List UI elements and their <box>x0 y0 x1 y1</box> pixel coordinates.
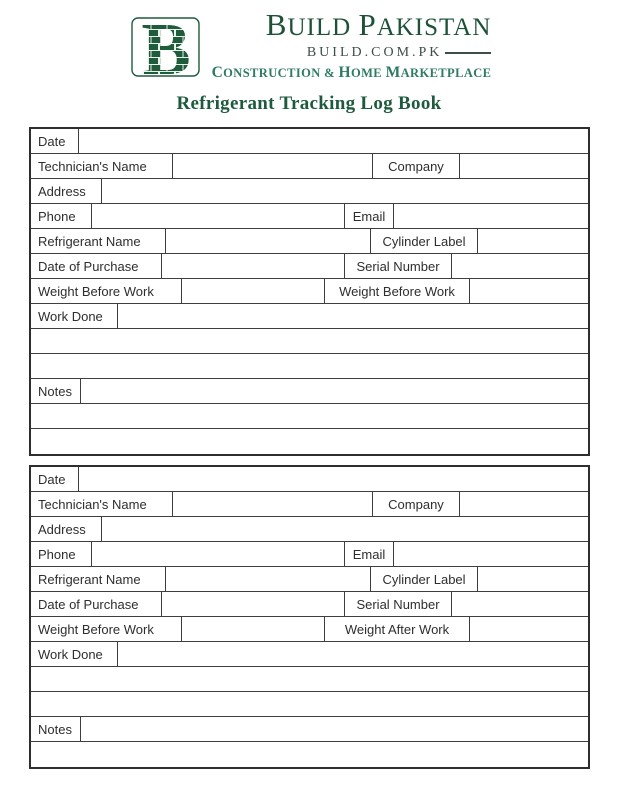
technician-s-name-input[interactable] <box>173 154 372 178</box>
date-of-purchase-input[interactable] <box>162 592 344 616</box>
table-row <box>31 542 588 567</box>
work-done-label: Work Done <box>31 304 118 328</box>
table-row <box>31 304 588 329</box>
table-row <box>31 179 588 204</box>
table-row <box>31 517 588 542</box>
blank-row-input[interactable] <box>31 667 588 691</box>
email-input[interactable] <box>394 542 588 566</box>
address-label: Address <box>31 179 102 203</box>
log-entry-1 <box>29 127 590 456</box>
date-of-purchase-input[interactable] <box>162 254 344 278</box>
refrigerant-name-input[interactable] <box>166 229 370 253</box>
table-row <box>31 279 588 304</box>
work-done-label: Work Done <box>31 642 118 666</box>
email-input[interactable] <box>394 204 588 228</box>
table-row <box>31 667 588 692</box>
brand-domain-line <box>307 45 492 61</box>
technician-s-name-label: Technician's Name <box>31 154 173 178</box>
company-input[interactable] <box>460 492 588 516</box>
date-of-purchase-label: Date of Purchase <box>31 592 162 616</box>
weight-before-work-input[interactable] <box>182 279 324 303</box>
weight-before-work-label: Weight Before Work <box>31 617 182 641</box>
build-pakistan-logo <box>0 8 618 86</box>
weight-after-work-label: Weight After Work <box>324 617 470 641</box>
table-row <box>31 592 588 617</box>
notes-label: Notes <box>31 379 81 403</box>
notes-input[interactable] <box>81 717 588 741</box>
logo-letter: B <box>140 9 191 86</box>
brand-header <box>0 0 618 115</box>
blank-row-input[interactable] <box>31 354 588 378</box>
table-row <box>31 717 588 742</box>
table-row <box>31 617 588 642</box>
serial-number-input[interactable] <box>452 592 588 616</box>
notes-label: Notes <box>31 717 81 741</box>
blank-row-input[interactable] <box>31 429 588 454</box>
blank-row-input[interactable] <box>31 742 588 767</box>
table-row <box>31 642 588 667</box>
blank-row-input[interactable] <box>31 404 588 428</box>
cylinder-label-label: Cylinder Label <box>370 567 478 591</box>
table-row <box>31 467 588 492</box>
phone-input[interactable] <box>92 204 344 228</box>
table-row <box>31 567 588 592</box>
table-row <box>31 692 588 717</box>
date-input[interactable] <box>79 467 588 491</box>
domain-dash-rule <box>445 52 491 54</box>
cylinder-label-input[interactable] <box>478 229 588 253</box>
cylinder-label-input[interactable] <box>478 567 588 591</box>
serial-number-label: Serial Number <box>344 592 452 616</box>
notes-input[interactable] <box>81 379 588 403</box>
brick-b-logo-icon <box>127 8 205 86</box>
serial-number-label: Serial Number <box>344 254 452 278</box>
weight-before-work-label: Weight Before Work <box>31 279 182 303</box>
brand-tagline: CONSTRUCTION & HOME MARKETPLACE <box>211 64 492 81</box>
address-label: Address <box>31 517 102 541</box>
email-label: Email <box>344 542 394 566</box>
refrigerant-name-label: Refrigerant Name <box>31 567 166 591</box>
date-label: Date <box>31 129 79 153</box>
date-of-purchase-label: Date of Purchase <box>31 254 162 278</box>
table-row <box>31 329 588 354</box>
weight-before-work-input[interactable] <box>470 279 588 303</box>
table-row <box>31 742 588 767</box>
company-label: Company <box>372 492 460 516</box>
table-row <box>31 204 588 229</box>
table-row <box>31 229 588 254</box>
cylinder-label-label: Cylinder Label <box>370 229 478 253</box>
table-row <box>31 379 588 404</box>
blank-row-input[interactable] <box>31 329 588 353</box>
company-label: Company <box>372 154 460 178</box>
technician-s-name-input[interactable] <box>173 492 372 516</box>
refrigerant-name-input[interactable] <box>166 567 370 591</box>
brand-name: BUILD PAKISTAN <box>265 7 492 42</box>
table-row <box>31 492 588 517</box>
table-row <box>31 354 588 379</box>
refrigerant-name-label: Refrigerant Name <box>31 229 166 253</box>
phone-label: Phone <box>31 542 92 566</box>
phone-label: Phone <box>31 204 92 228</box>
work-done-input[interactable] <box>118 642 588 666</box>
logo-text-block <box>212 8 492 82</box>
serial-number-input[interactable] <box>452 254 588 278</box>
page-title: Refrigerant Tracking Log Book <box>176 93 442 114</box>
work-done-input[interactable] <box>118 304 588 328</box>
address-input[interactable] <box>102 517 588 541</box>
table-row <box>31 404 588 429</box>
log-entry-2 <box>29 465 590 769</box>
weight-before-work-input[interactable] <box>182 617 324 641</box>
company-input[interactable] <box>460 154 588 178</box>
phone-input[interactable] <box>92 542 344 566</box>
weight-after-work-input[interactable] <box>470 617 588 641</box>
table-row <box>31 429 588 454</box>
date-input[interactable] <box>79 129 588 153</box>
weight-before-work-label: Weight Before Work <box>324 279 470 303</box>
log-tables-container <box>0 127 618 769</box>
blank-row-input[interactable] <box>31 692 588 716</box>
table-row <box>31 129 588 154</box>
technician-s-name-label: Technician's Name <box>31 492 173 516</box>
table-row <box>31 254 588 279</box>
date-label: Date <box>31 467 79 491</box>
brand-domain: BUILD.COM.PK <box>306 45 443 60</box>
email-label: Email <box>344 204 394 228</box>
table-row <box>31 154 588 179</box>
address-input[interactable] <box>102 179 588 203</box>
